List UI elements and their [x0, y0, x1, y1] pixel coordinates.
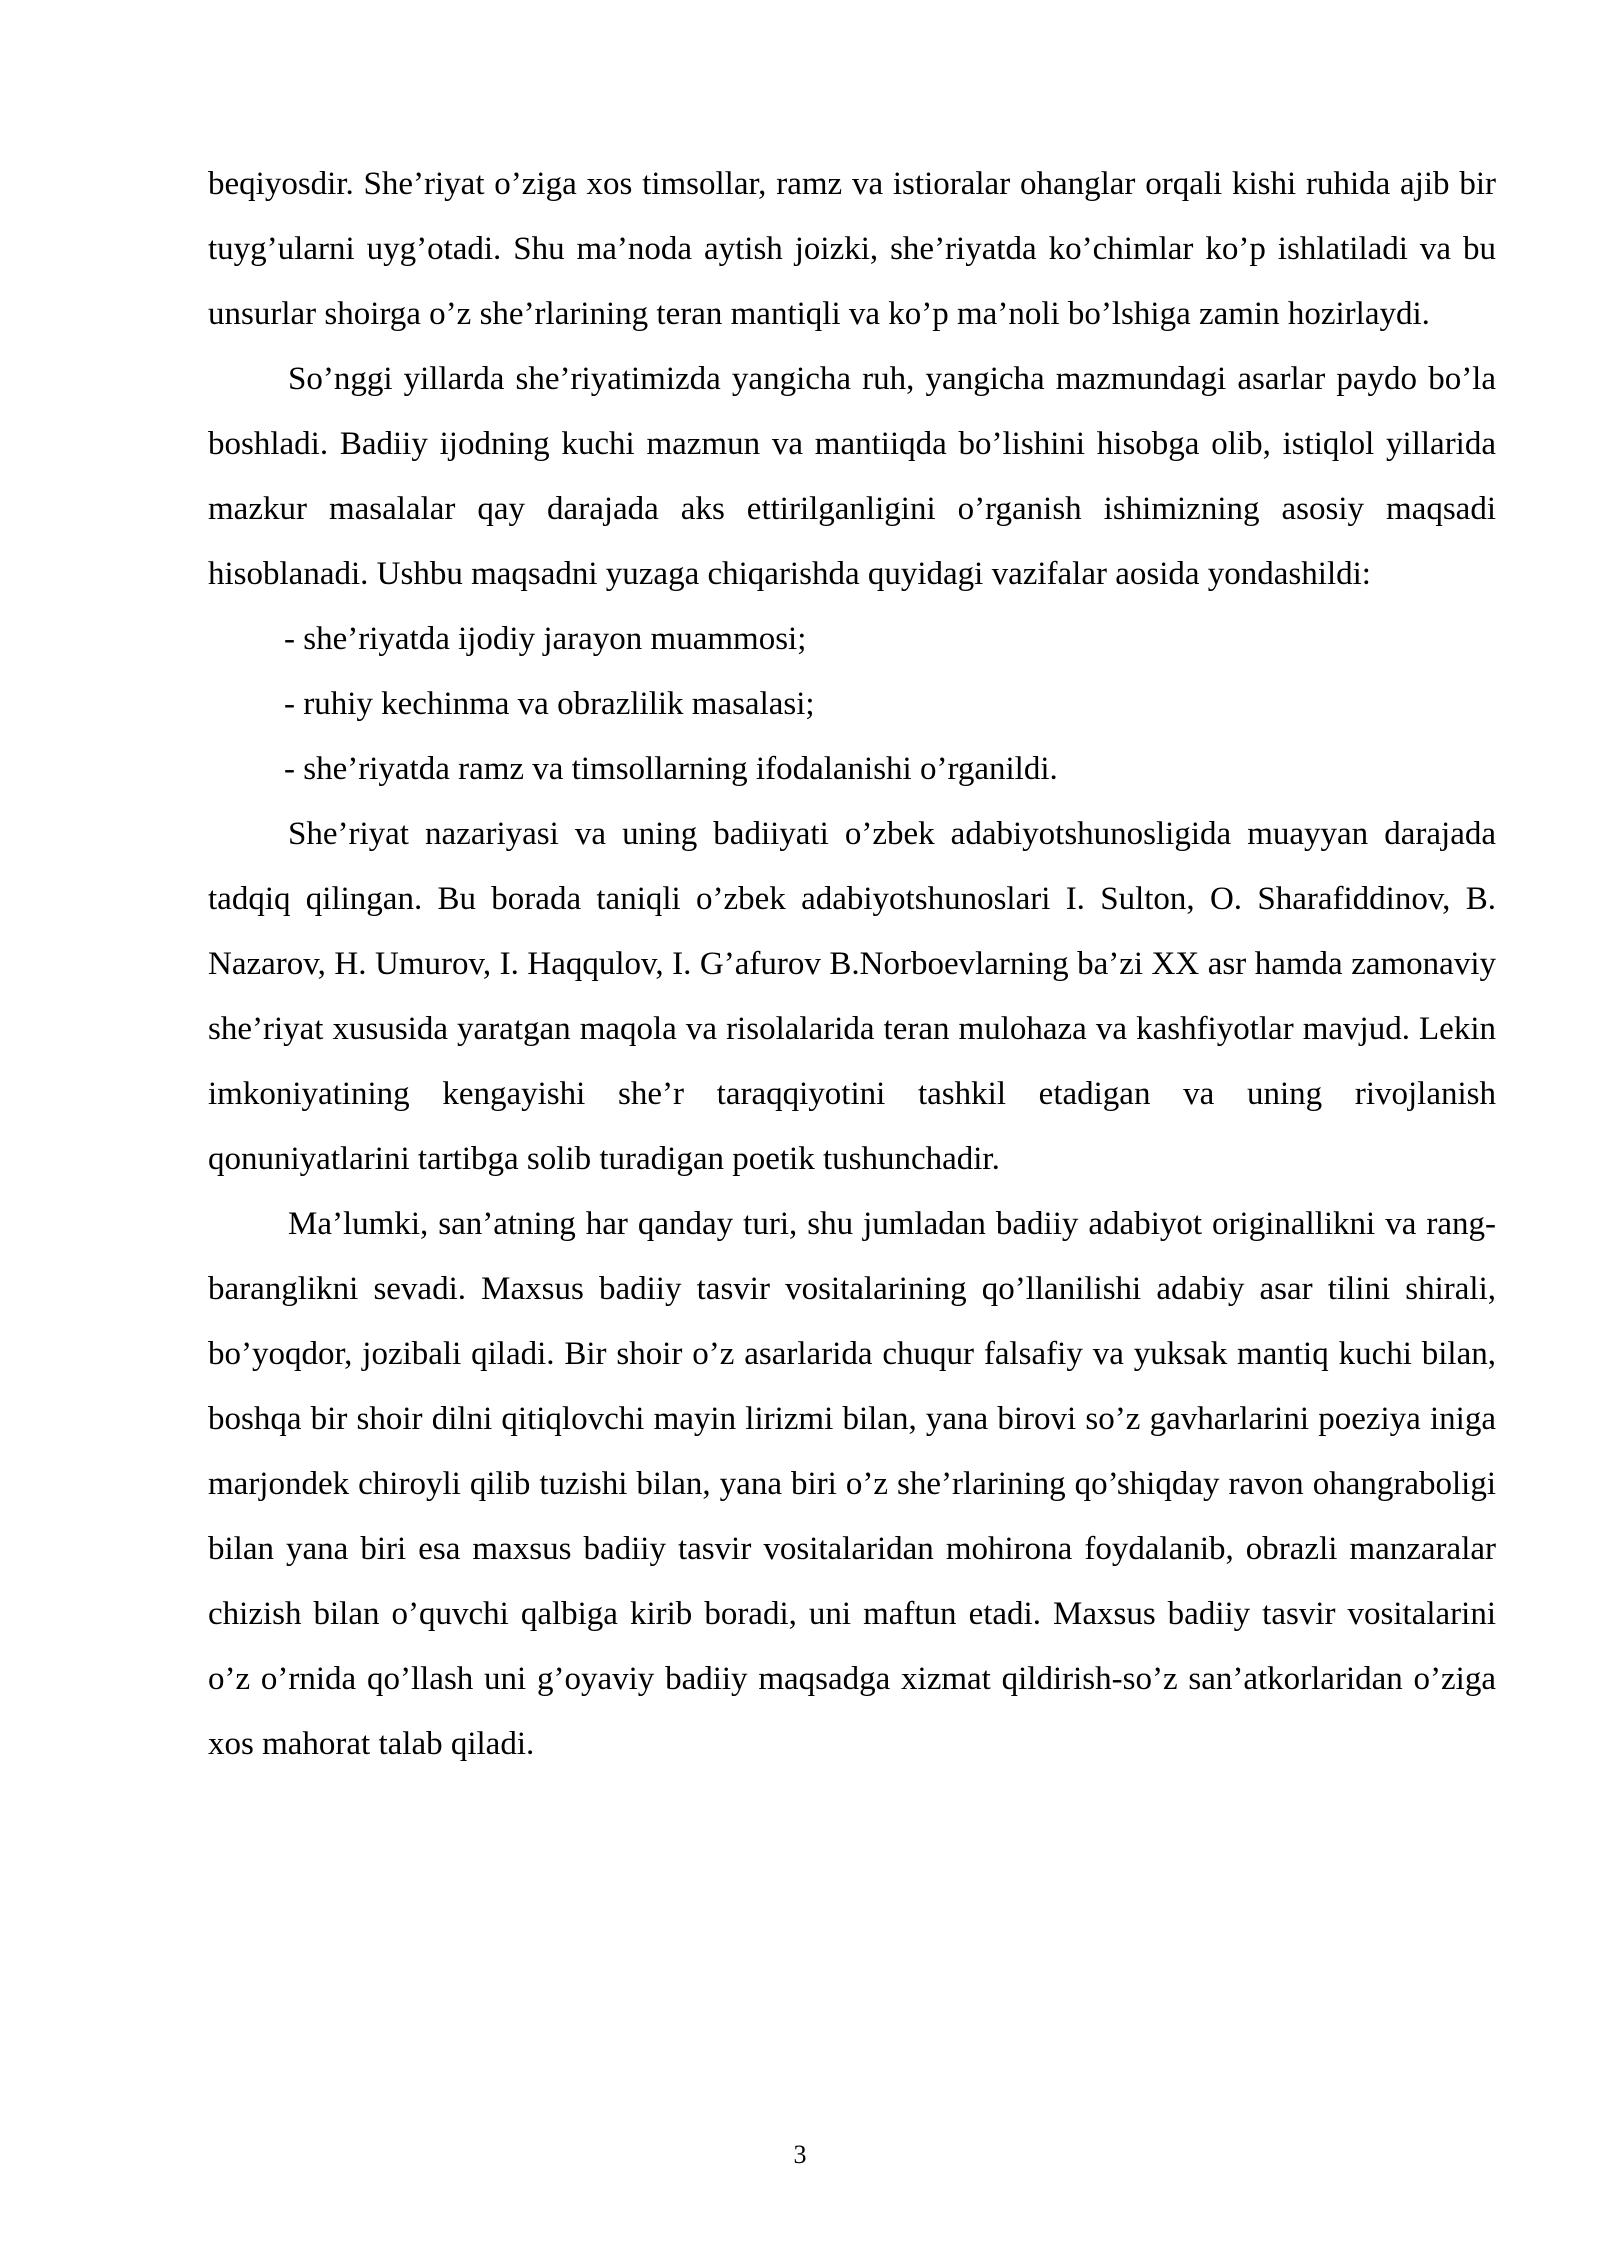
paragraph-literary-scholars: She’riyat nazariyasi va uning badiiyati o’zbek adabiyotshunosligida muayyan darajada tadqiq qilingan. Bu borada taniqli o’zbek adabiyotshunoslari I. Sulton, O. Sharafiddinov, B. Nazarov, H. Umurov, I. Haqqulov, I. G’afurov B.Norboevlarning ba’zi XX asr hamda zamonaviy she’riyat xususida yaratgan maqola va risolalarida teran mulohaza va kashfiyotlar mavjud. Lekin imkoniyatining kengayishi she’r taraqqiyotini tashkil etadigan va uning rivojlanish qonuniyatlarini tartibga solib turadigan poetik tushunchadir. — [208, 816, 1496, 1177]
document-body — [208, 152, 1496, 1777]
paragraph-research-goal: So’nggi yillarda she’riyatimizda yangicha ruh, yangicha mazmundagi asarlar paydo bo’la boshladi. Badiiy ijodning kuchi mazmun va mantiiqda bo’lishini hisobga olib, istiqlol yillarida mazkur masalalar qay darajada aks ettirilganligini o’rganish ishimizning asosiy maqsadi hisoblanadi. Ushbu maqsadni yuzaga chiqarishda quyidagi vazifalar aosida yondashildi: — [208, 361, 1496, 592]
list-item: - ruhiy kechinma va obrazlilik masalasi; — [284, 686, 815, 722]
paragraph-continuation: beqiyosdir. She’riyat o’ziga xos timsollar, ramz va istioralar ohanglar orqali kishi ruhida ajib bir tuyg’ularni uyg’otadi. Shu ma’noda aytish joizki, she’riyatda ko’chimlar ko’p ishlatiladi va bu unsurlar shoirga o’z she’rlarining teran mantiqli va ko’p ma’noli bo’lshiga zamin hozirlaydi. — [208, 166, 1496, 332]
task-list — [208, 607, 1496, 802]
list-item: - she’riyatda ijodiy jarayon muammosi; — [284, 621, 807, 657]
paragraph-artistic-devices: Ma’lumki, san’atning har qanday turi, shu jumladan badiiy adabiyot originallikni va rang-baranglikni sevadi. Maxsus badiiy tasvir vositalarining qo’llanilishi adabiy asar tilini shirali, bo’yoqdor, jozibali qiladi. Bir shoir o’z asarlarida chuqur falsafiy va yuksak mantiq kuchi bilan, boshqa bir shoir dilni qitiqlovchi mayin lirizmi bilan, yana birovi so’z gavharlarini poeziya iniga marjondek chiroyli qilib tuzishi bilan, yana biri o’z she’rlarining qo’shiqday ravon ohangraboligi bilan yana biri esa maxsus badiiy tasvir vositalaridan mohirona foydalanib, obrazli manzaralar chizish bilan o’quvchi qalbiga kirib boradi, uni maftun etadi. Maxsus badiiy tasvir vositalarini o’z o’rnida qo’llash uni g’oyaviy badiiy maqsadga xizmat qildirish-so’z san’atkorlaridan o’ziga xos mahorat talab qiladi. — [208, 1206, 1496, 1762]
page-number: 3 — [793, 2140, 807, 2169]
list-item: - she’riyatda ramz va timsollarning ifodalanishi o’rganildi. — [284, 751, 1058, 787]
